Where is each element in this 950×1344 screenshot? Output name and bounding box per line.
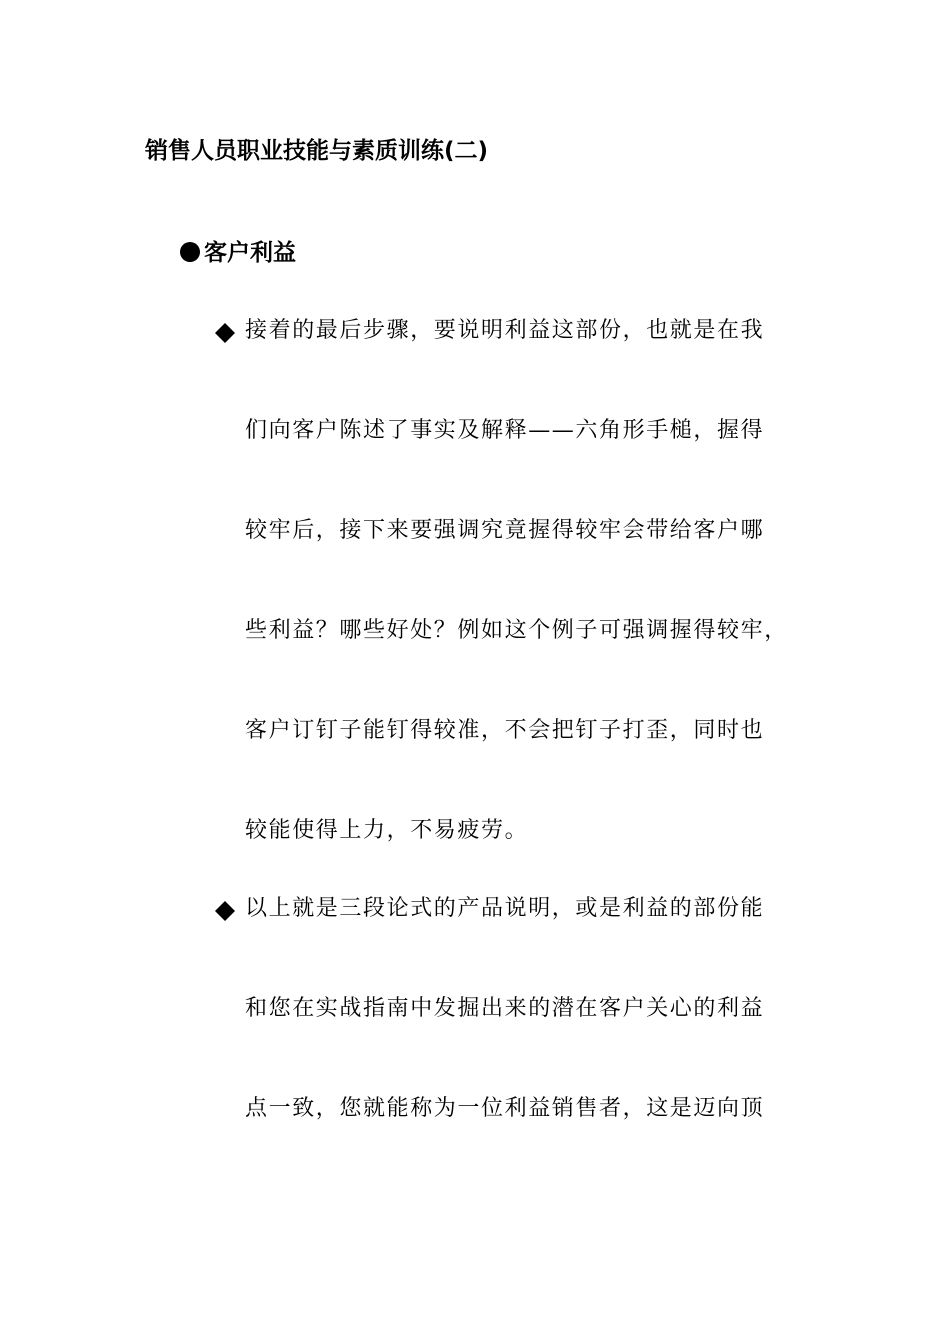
paragraph-line: 客户订钉子能钉得较准，不会把钉子打歪，同时也 bbox=[245, 718, 765, 743]
paragraph-line: 较能使得上力，不易疲劳。 bbox=[245, 818, 529, 843]
paragraph-line: 以上就是三段论式的产品说明，或是利益的部份能 bbox=[245, 896, 765, 921]
paragraph-line: 点一致，您就能称为一位利益销售者，这是迈向顶 bbox=[245, 1096, 765, 1121]
filled-circle-bullet-icon bbox=[180, 242, 200, 262]
diamond-bullet-icon bbox=[214, 900, 236, 922]
section-heading-text: 客户利益 bbox=[204, 240, 296, 266]
paragraph-line: 接着的最后步骤，要说明利益这部份，也就是在我 bbox=[245, 318, 765, 343]
paragraph-line: 些利益？哪些好处？例如这个例子可强调握得较牢， bbox=[245, 618, 788, 643]
paragraph-line: 和您在实战指南中发掘出来的潜在客户关心的利益 bbox=[245, 996, 765, 1021]
page-title: 销售人员职业技能与素质训练(二) bbox=[145, 138, 489, 164]
paragraph-1 bbox=[214, 316, 834, 856]
diamond-bullet-icon bbox=[214, 322, 236, 344]
paragraph-line: 较牢后，接下来要强调究竟握得较牢会带给客户哪 bbox=[245, 518, 765, 543]
paragraph-2 bbox=[214, 894, 834, 1134]
section-heading bbox=[180, 238, 296, 268]
paragraph-line: 们向客户陈述了事实及解释——六角形手槌，握得 bbox=[245, 418, 765, 443]
